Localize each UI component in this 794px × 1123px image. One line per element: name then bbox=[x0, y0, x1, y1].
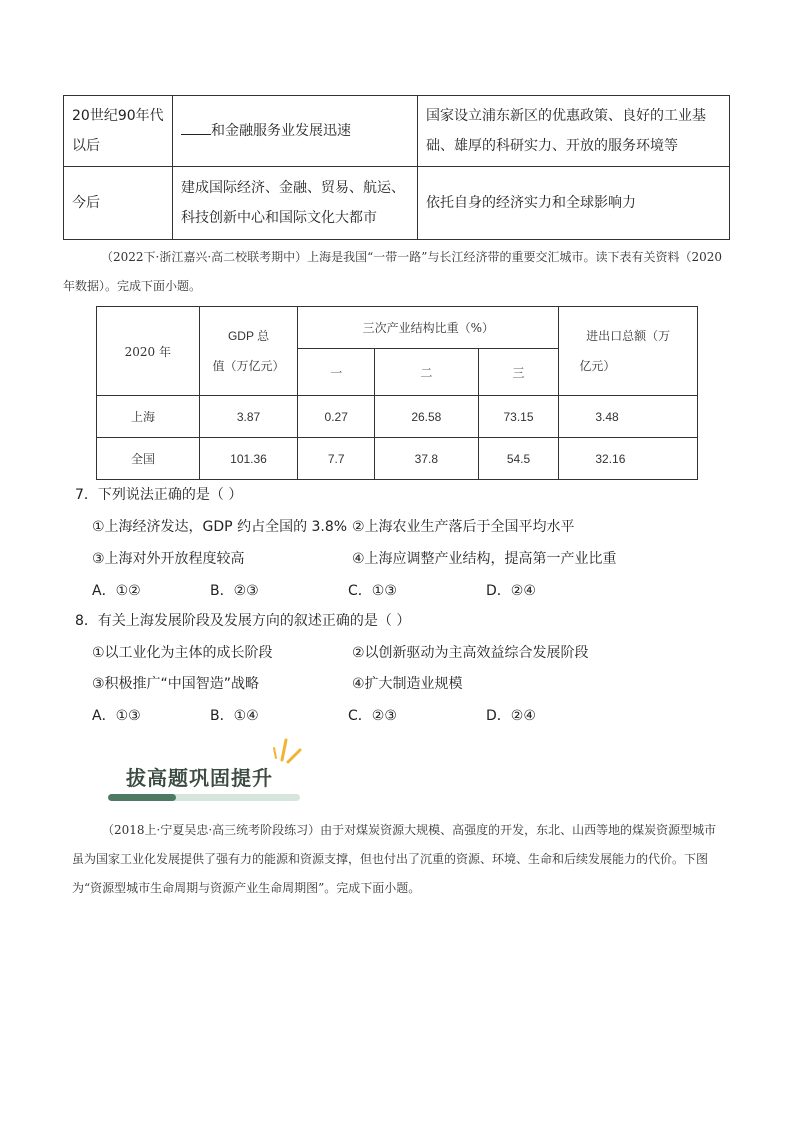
q8-statement-3: ③积极推广“中国智造”战略 bbox=[92, 676, 260, 692]
q7-option-b[interactable]: B．②③ bbox=[210, 583, 259, 599]
trade-header-line1: 进出口总额（万 bbox=[586, 329, 671, 343]
shanghai-data-table bbox=[96, 306, 698, 480]
q8-statement-2: ②以创新驱动为主高效益综合发展阶段 bbox=[352, 645, 589, 661]
trade-header-line2: 亿元） bbox=[579, 359, 616, 373]
tertiary-cell: 73.15 bbox=[478, 396, 559, 438]
secondary-header: 二 bbox=[375, 349, 479, 396]
primary-header: 一 bbox=[298, 349, 375, 396]
banner-underline-light bbox=[168, 794, 300, 801]
section-title: 拔高题巩固提升 bbox=[126, 766, 273, 790]
reason-cell: 依托自身的经济实力和全球影响力 bbox=[418, 167, 730, 240]
gdp-header-line2: 值（万亿元） bbox=[212, 359, 285, 373]
reason-cell: 国家设立浦东新区的优惠政策、良好的工业基础、雄厚的科研实力、开放的服务环境等 bbox=[418, 96, 730, 167]
gdp-header-line1: GDP 总 bbox=[227, 329, 270, 343]
q7-option-c[interactable]: C．①③ bbox=[348, 583, 397, 599]
development-text: 和金融服务业发展迅速 bbox=[211, 123, 351, 139]
secondary-cell: 37.8 bbox=[375, 438, 479, 480]
q7-option-a[interactable]: A．①② bbox=[92, 583, 141, 599]
table-row bbox=[64, 167, 730, 240]
trade-header bbox=[559, 307, 698, 396]
tertiary-header: 三 bbox=[478, 349, 559, 396]
development-stages-table bbox=[63, 95, 730, 240]
region-cell: 全国 bbox=[97, 438, 200, 480]
trade-cell: 32.16 bbox=[559, 438, 698, 480]
structure-header: 三次产业结构比重（%） bbox=[298, 307, 559, 349]
secondary-cell: 26.58 bbox=[375, 396, 479, 438]
fill-blank bbox=[181, 120, 211, 135]
q7-option-d[interactable]: D．②④ bbox=[486, 583, 536, 599]
q8-option-d[interactable]: D．②④ bbox=[486, 708, 536, 724]
q7-statement-2: ②上海农业生产落后于全国平均水平 bbox=[352, 519, 575, 535]
table-row bbox=[97, 396, 698, 438]
period-cell: 今后 bbox=[64, 167, 173, 240]
development-cell bbox=[173, 96, 418, 167]
q8-option-a[interactable]: A．①③ bbox=[92, 708, 141, 724]
year-header: 2020 年 bbox=[97, 307, 200, 396]
primary-cell: 0.27 bbox=[298, 396, 375, 438]
q8-option-c[interactable]: C．②③ bbox=[348, 708, 397, 724]
table-row bbox=[97, 438, 698, 480]
question-intro: （2022下·浙江嘉兴·高二校联考期中）上海是我国“一带一路”与长江经济带的重要交汇城市。读下表有关资料（2020年数据）。完成下面小题。 bbox=[63, 250, 722, 293]
period-cell: 20世纪90年代以后 bbox=[64, 96, 173, 167]
q7-statement-4: ④上海应调整产业结构，提高第一产业比重 bbox=[352, 551, 617, 567]
gdp-cell: 3.87 bbox=[199, 396, 298, 438]
tertiary-cell: 54.5 bbox=[478, 438, 559, 480]
trade-cell: 3.48 bbox=[559, 396, 698, 438]
q7-statement-1: ①上海经济发达，GDP 约占全国的 3.8% bbox=[92, 519, 348, 535]
q8-statement-1: ①以工业化为主体的成长阶段 bbox=[92, 645, 273, 661]
region-cell: 上海 bbox=[97, 396, 200, 438]
table-row bbox=[64, 96, 730, 167]
banner-underline-dark bbox=[108, 794, 176, 801]
primary-cell: 7.7 bbox=[298, 438, 375, 480]
q8-option-b[interactable]: B．①④ bbox=[210, 708, 259, 724]
q7-statement-3: ③上海对外开放程度较高 bbox=[92, 551, 245, 567]
table-header-row bbox=[97, 307, 698, 349]
sparkle-icon bbox=[272, 738, 306, 766]
gdp-cell: 101.36 bbox=[199, 438, 298, 480]
question-8-stem: 8．有关上海发展阶段及发展方向的叙述正确的是（ ） bbox=[75, 613, 411, 629]
question-intro-2: （2018上·宁夏吴忠·高三统考阶段练习）由于对煤炭资源大规模、高强度的开发，东北、山西等地的煤炭资源型城市虽为国家工业化发展提供了强有力的能源和资源支撑，但也付出了沉重的资源、环境、生命和后续发展能力的代价。下图为“资源型城市生命周期与资源产业生命周期图”。完成下面小题。 bbox=[72, 823, 717, 895]
question-7-stem: 7．下列说法正确的是（ ） bbox=[75, 487, 243, 503]
q8-statement-4: ④扩大制造业规模 bbox=[352, 676, 463, 692]
development-cell: 建成国际经济、金融、贸易、航运、科技创新中心和国际文化大都市 bbox=[173, 167, 418, 240]
gdp-header bbox=[199, 307, 298, 396]
